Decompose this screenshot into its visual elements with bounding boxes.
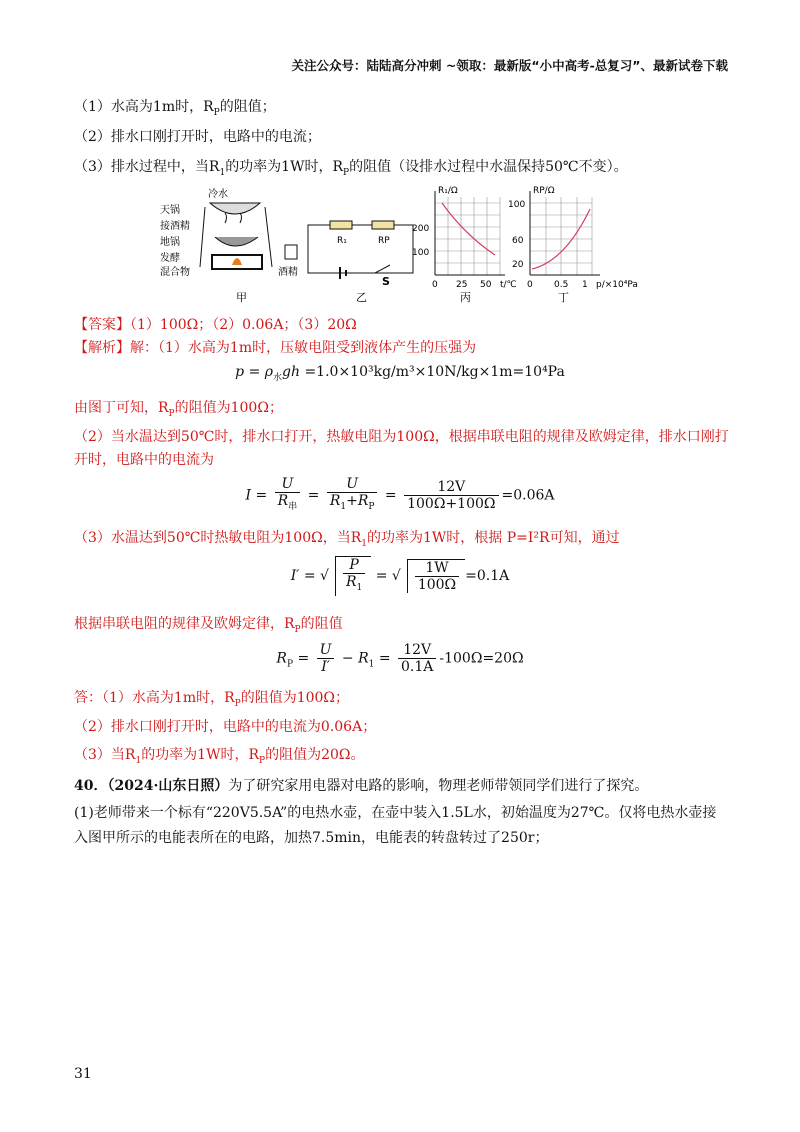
analysis-line-5: （3）水温达到50℃时热敏电阻为100Ω，当$R_1$的功率为1W时，根据 P=I²R可知，通过 [74, 530, 620, 549]
analysis-line-3: （2）当水温达到50℃时，排水口打开，热敏电阻为100Ω，根据串联电阻的规律及欧姆定律，排水口刚打 [74, 429, 729, 445]
analysis-line-2: 由图丁可知，$R_P$的阻值为100Ω； [74, 400, 283, 419]
svg-text:p/×10⁴Pa: p/×10⁴Pa [596, 280, 638, 290]
page-header: 关注公众号：陆陆高分冲刺 ~领取：最新版“小中高考-总复习”、最新试卷下载 [291, 58, 728, 73]
svg-text:乙: 乙 [356, 291, 367, 304]
question-3: （3）排水过程中，当$R_1$的功率为1W时，$R_P$的阻值（设排水过程中水温保持50℃不变）。 [74, 159, 628, 178]
svg-text:0.5: 0.5 [554, 280, 569, 290]
svg-text:天锅: 天锅 [160, 205, 180, 216]
svg-text:t/℃: t/℃ [500, 280, 517, 290]
conclusion-1: 答：（1）水高为1m时，$R_P$的阻值为100Ω； [74, 690, 350, 709]
figure-ding [508, 186, 638, 304]
conclusion-2: （2）排水口刚打开时，电路中的电流为0.06A； [74, 719, 377, 735]
svg-text:RP/Ω: RP/Ω [533, 186, 555, 196]
svg-text:混合物: 混合物 [160, 267, 190, 278]
svg-text:S: S [382, 275, 390, 288]
question-40-part1-line2: 入图甲所示的电能表所在的电路，加热7.5min，电能表的转盘转过了250r； [74, 830, 549, 846]
svg-text:200: 200 [412, 224, 430, 234]
answer-line: 【答案】（1）100Ω；（2）0.06A；（3）20Ω [74, 317, 357, 333]
svg-text:丙: 丙 [460, 291, 471, 304]
figure-row [160, 185, 650, 305]
svg-text:丁: 丁 [558, 291, 569, 304]
question-2: （2）排水口刚打开时，电路中的电流； [74, 129, 321, 145]
svg-text:接酒精: 接酒精 [160, 221, 190, 232]
svg-text:100: 100 [412, 248, 430, 258]
figure-jia [160, 187, 298, 304]
equation-pressure: $p = \rho_水gh =1.0\times 10^3kg/m^3\times 10N/kg\times 1m=10^4Pa$ [235, 364, 565, 383]
svg-text:酒精: 酒精 [278, 267, 298, 278]
analysis-line-6: 根据串联电阻的规律及欧姆定律，$R_P$的阻值 [74, 616, 343, 635]
svg-text:地锅: 地锅 [160, 237, 180, 248]
svg-text:甲: 甲 [236, 291, 247, 304]
svg-text:100: 100 [508, 200, 526, 210]
equation-rp: $R_P$ = $\frac{U}{I'}$ − $R_1$ = $\frac{12V}{0.1A}$ -100Ω=20Ω [276, 642, 524, 675]
svg-text:发酵: 发酵 [160, 253, 180, 264]
svg-text:0: 0 [527, 280, 533, 290]
figure-yi [308, 221, 413, 304]
svg-text:20: 20 [512, 260, 524, 270]
svg-text:R₁/Ω: R₁/Ω [438, 186, 458, 196]
question-40-title: 40．（2024·山东日照）为了研究家用电器对电路的影响，物理老师带领同学们进行了探究。 [74, 778, 649, 794]
figure-bing [412, 186, 517, 304]
equation-current-prime: I′ = √ $\frac{P}{R_1}$ = √ $\frac{1W}{100\Omega}$ =0.1A [0, 556, 800, 596]
conclusion-3: （3）当$R_1$的功率为1W时，$R_P$的阻值为20Ω。 [74, 747, 365, 766]
analysis-line-4: 开时，电路中的电流为 [74, 452, 214, 468]
svg-text:冷水: 冷水 [208, 189, 228, 200]
question-1: （1）水高为1m时，$R_P$的阻值； [74, 99, 276, 118]
svg-text:R₁: R₁ [337, 236, 347, 246]
analysis-line-1: 【解析】解：（1）水高为1m时，压敏电阻受到液体产生的压强为 [74, 340, 477, 356]
svg-text:25: 25 [456, 280, 468, 290]
svg-text:50: 50 [480, 280, 492, 290]
svg-text:0: 0 [432, 280, 438, 290]
svg-text:60: 60 [512, 236, 524, 246]
svg-text:RP: RP [378, 236, 390, 246]
page-number: 31 [74, 1066, 92, 1082]
question-40-part1-line1: (1)老师带来一个标有“220V5.5A”的电热水壶，在壶中装入1.5L水，初始温度为27℃。仅将电热水壶接 [74, 805, 717, 821]
equation-current: I = $\frac{U}{R_串}$ = $\frac{U}{R_1+R_P}$ = $\frac{12V}{100\Omega+100\Omega}$ =0.06A [245, 476, 555, 512]
svg-text:1: 1 [582, 280, 588, 290]
